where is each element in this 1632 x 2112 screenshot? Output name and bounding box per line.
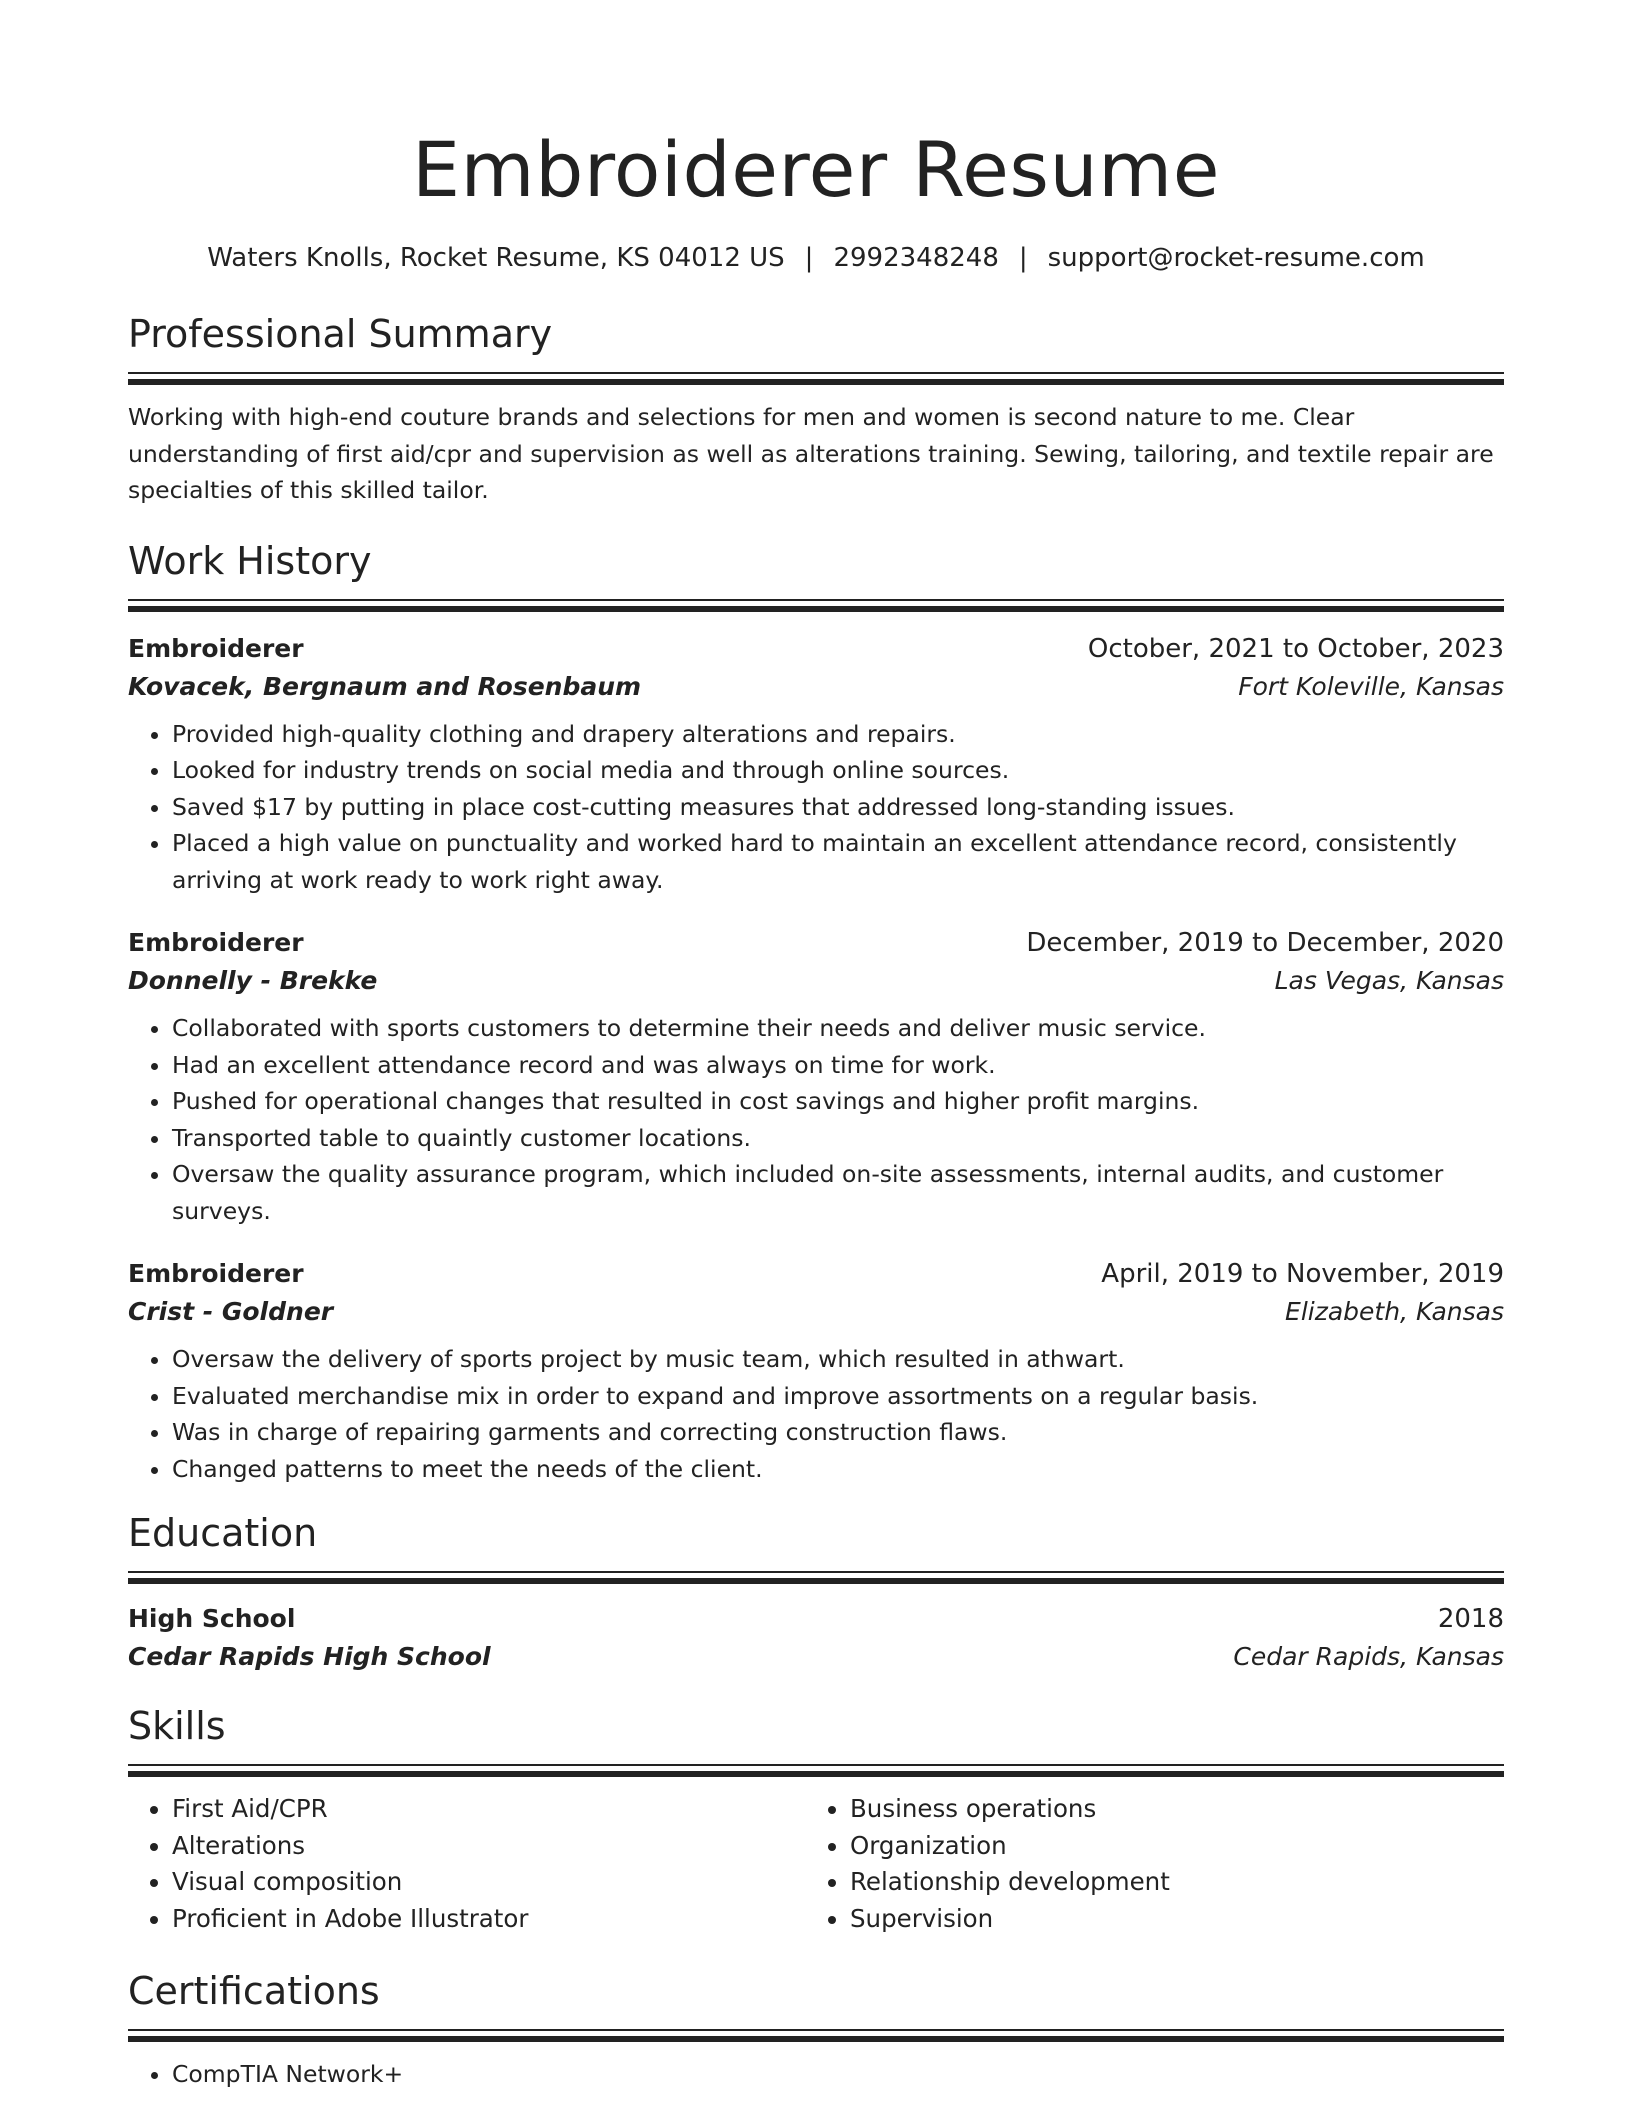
section-title-work: Work History	[128, 538, 372, 583]
job-bullets	[128, 1341, 1504, 1487]
list-item: • CompTIA Network+	[172, 2056, 1504, 2093]
list-item: • Relationship development	[850, 1864, 1484, 1901]
education-location: Cedar Rapids, Kansas	[1233, 1642, 1504, 1671]
work-section	[128, 537, 1504, 1488]
job-company: Donnelly - Brekke	[128, 966, 378, 995]
skills-grid	[128, 1791, 1504, 1937]
skills-column-left	[128, 1791, 806, 1937]
job-dates: December, 2019 to December, 2020	[1026, 928, 1504, 958]
education-entry	[128, 1600, 1504, 1676]
list-item: • Provided high-quality clothing and drapery alterations and repairs.	[172, 716, 1504, 753]
job-bullets	[128, 1010, 1504, 1229]
job-location: Elizabeth, Kansas	[1285, 1297, 1504, 1326]
contact-address: Waters Knolls, Rocket Resume, KS 04012 US	[207, 243, 785, 273]
contact-email: support@rocket-resume.com	[1047, 243, 1425, 273]
list-item: • Collaborated with sports customers to determine their needs and deliver music service.	[172, 1010, 1504, 1047]
section-divider	[128, 1571, 1504, 1584]
list-item: • Placed a high value on punctuality and worked hard to maintain an excellent attendance record, consistently arriving at work ready to work right away.	[172, 825, 1504, 898]
list-item: • Saved $17 by putting in place cost-cutting measures that addressed long-standing issues.	[172, 789, 1504, 826]
list-item: • Transported table to quaintly customer locations.	[172, 1120, 1504, 1157]
list-item: • First Aid/CPR	[172, 1791, 806, 1828]
list-item: • Had an excellent attendance record and was always on time for work.	[172, 1047, 1504, 1084]
list-item: • Oversaw the delivery of sports project by music team, which resulted in athwart.	[172, 1341, 1504, 1378]
summary-section	[128, 310, 1504, 509]
section-divider	[128, 372, 1504, 385]
section-title-certifications: Certifications	[128, 1969, 380, 2013]
education-year: 2018	[1437, 1604, 1504, 1634]
section-title-skills: Skills	[128, 1704, 226, 1748]
job-location: Fort Koleville, Kansas	[1238, 671, 1504, 701]
contact-phone: 2992348248	[833, 243, 999, 273]
job-dates: October, 2021 to October, 2023	[1087, 633, 1504, 664]
resume-title: Embroiderer Resume	[412, 125, 1220, 214]
list-item: • Changed patterns to meet the needs of the client.	[172, 1451, 1504, 1488]
resume-page	[128, 0, 1504, 2093]
job-company: Kovacek, Bergnaum and Rosenbaum	[128, 671, 642, 701]
list-item: • Oversaw the quality assurance program, which included on-site assessments, internal audits, and customer surveys.	[172, 1156, 1504, 1229]
list-item: • Was in charge of repairing garments and correcting construction flaws.	[172, 1414, 1504, 1451]
list-item: • Business operations	[850, 1791, 1484, 1828]
list-item: • Proficient in Adobe Illustrator	[172, 1901, 806, 1938]
certifications-section	[128, 1967, 1504, 2093]
section-divider	[128, 1764, 1504, 1777]
job-dates: April, 2019 to November, 2019	[1101, 1259, 1504, 1289]
list-item: • Supervision	[850, 1901, 1484, 1938]
contact-line	[128, 240, 1504, 276]
list-item: • Looked for industry trends on social media and through online sources.	[172, 752, 1504, 789]
contact-separator: |	[1018, 243, 1028, 273]
list-item: • Visual composition	[172, 1864, 806, 1901]
job-title: Embroiderer	[128, 633, 304, 663]
job-company: Crist - Goldner	[128, 1297, 334, 1326]
job-title: Embroiderer	[128, 1259, 304, 1288]
job-entry	[128, 924, 1504, 1229]
education-school: Cedar Rapids High School	[128, 1642, 491, 1671]
education-section	[128, 1509, 1504, 1676]
section-title-summary: Professional Summary	[128, 312, 553, 356]
job-location: Las Vegas, Kansas	[1274, 966, 1504, 995]
job-bullets	[128, 716, 1504, 899]
list-item: • Evaluated merchandise mix in order to expand and improve assortments on a regular basis.	[172, 1378, 1504, 1415]
job-title: Embroiderer	[128, 928, 304, 957]
skills-section	[128, 1702, 1504, 1937]
list-item: • Alterations	[172, 1828, 806, 1865]
list-item: • Pushed for operational changes that resulted in cost savings and higher profit margins.	[172, 1083, 1504, 1120]
section-divider	[128, 2029, 1504, 2042]
skills-column-right	[806, 1791, 1484, 1937]
job-entry	[128, 630, 1504, 899]
job-entry	[128, 1255, 1504, 1487]
summary-text: Working with high-end couture brands and selections for men and women is second nature to me. Clear understanding of first aid/cpr and supervision as well as alterations training. Sewing, tailoring, and textile repair are specialties of this skilled tailor.	[128, 403, 1494, 504]
education-degree: High School	[128, 1604, 296, 1633]
contact-separator: |	[804, 243, 814, 273]
section-divider	[128, 599, 1504, 612]
certifications-list	[128, 2056, 1504, 2093]
list-item: • Organization	[850, 1828, 1484, 1865]
section-title-education: Education	[128, 1511, 318, 1555]
